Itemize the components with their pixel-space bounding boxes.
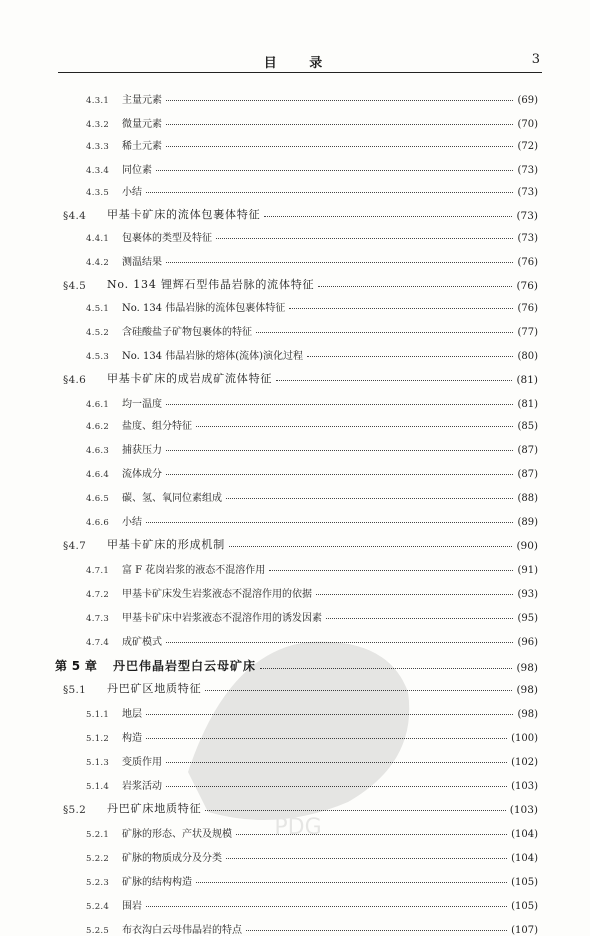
toc-title: 地层 [122, 709, 142, 720]
toc-title: 捕获压力 [122, 445, 162, 456]
toc-leader-dots [226, 498, 513, 499]
toc-leader-dots [246, 930, 507, 931]
toc-title: 布衣沟白云母伟晶岩的特点 [122, 925, 242, 936]
toc-entry[interactable] [86, 130, 538, 152]
toc-number: 5.1.4 [86, 782, 110, 792]
toc-number: 5.2.3 [86, 878, 110, 888]
toc-page: (81) [516, 374, 538, 386]
toc-entry[interactable] [86, 746, 538, 768]
toc-entry[interactable] [86, 722, 538, 744]
toc-entry[interactable] [86, 458, 538, 480]
toc-number: 4.7.4 [86, 638, 110, 648]
toc-leader-dots [156, 170, 513, 171]
toc-entry[interactable] [86, 246, 538, 268]
toc-number: 5.2.5 [86, 926, 110, 936]
toc-title: No. 134 伟晶岩脉的流体包裹体特征 [122, 303, 286, 314]
toc-entry[interactable] [86, 340, 538, 362]
toc-title: 矿脉的结构构造 [122, 877, 192, 888]
toc-entry[interactable] [86, 388, 538, 410]
toc-entry[interactable] [86, 602, 538, 624]
toc-number: 4.4.2 [86, 258, 110, 268]
toc-number: §4.6 [63, 374, 87, 386]
toc-number: 5.2.2 [86, 854, 110, 864]
toc-title: 丹巴矿区地质特征 [107, 682, 202, 695]
toc-page: (87) [517, 445, 538, 456]
toc-title: 甲基卡矿床的成岩成矿流体特征 [107, 372, 273, 385]
toc-number: 5.2.1 [86, 830, 110, 840]
toc-leader-dots [229, 546, 512, 547]
toc-section[interactable] [63, 674, 538, 696]
toc-section[interactable] [63, 270, 538, 292]
toc-leader-dots [166, 786, 507, 787]
toc-entry[interactable] [86, 482, 538, 504]
toc-page: (104) [511, 829, 538, 840]
toc-title: 矿脉的物质成分及分类 [122, 853, 222, 864]
toc-title: 甲基卡矿床的形成机制 [107, 538, 225, 551]
toc-leader-dots [146, 906, 507, 907]
toc-number: 5.1.2 [86, 734, 110, 744]
toc-page: (103) [509, 804, 538, 816]
toc-title: 围岩 [122, 901, 142, 912]
toc-leader-dots [166, 404, 513, 405]
toc-number: 4.6.4 [86, 470, 110, 480]
toc-leader-dots [166, 124, 513, 125]
toc-number: 4.3.4 [86, 166, 110, 176]
toc-page: (87) [517, 469, 538, 480]
toc-number: §4.7 [63, 540, 87, 552]
toc-page: (91) [517, 565, 538, 576]
toc-leader-dots [146, 192, 513, 193]
toc-leader-dots [316, 594, 513, 595]
toc-leader-dots [166, 146, 513, 147]
toc-page: (69) [517, 95, 538, 106]
toc-title: 丹巴伟晶岩型白云母矿床 [113, 659, 257, 673]
toc-entry[interactable] [86, 866, 538, 888]
toc-page: (73) [517, 165, 538, 176]
toc-leader-dots [205, 690, 512, 691]
toc-number: 4.5.3 [86, 352, 110, 362]
toc-page: (105) [511, 877, 538, 888]
toc-page: (93) [517, 589, 538, 600]
toc-leader-dots [264, 216, 512, 217]
toc-leader-dots [166, 262, 513, 263]
toc-leader-dots [326, 618, 513, 619]
toc-leader-dots [318, 286, 512, 287]
toc-page: (102) [511, 757, 538, 768]
toc-title: 包裹体的类型及特征 [122, 233, 212, 244]
toc-page: (105) [511, 901, 538, 912]
toc-page: (80) [517, 351, 538, 362]
toc-section[interactable] [63, 530, 538, 552]
toc-title: 同位素 [122, 165, 152, 176]
toc-title: 甲基卡矿床发生岩浆液态不混溶作用的依据 [122, 589, 312, 600]
toc-page: (90) [516, 540, 538, 552]
toc-entry[interactable] [86, 506, 538, 528]
toc-entry[interactable] [86, 770, 538, 792]
toc-leader-dots [256, 332, 513, 333]
toc-entry[interactable] [86, 626, 538, 648]
toc-title: 小结 [122, 187, 142, 198]
toc-leader-dots [166, 642, 513, 643]
toc-page: (70) [517, 119, 538, 130]
toc-chapter[interactable] [55, 652, 538, 674]
toc-number: 4.5.2 [86, 328, 110, 338]
toc-entry[interactable] [86, 554, 538, 576]
toc-entry[interactable] [86, 316, 538, 338]
toc-section[interactable] [63, 200, 538, 222]
toc-number: 4.7.2 [86, 590, 110, 600]
toc-page: (98) [516, 684, 538, 696]
toc-page: (89) [517, 517, 538, 528]
toc-entry[interactable] [86, 108, 538, 130]
toc-title: 矿脉的形态、产状及规模 [122, 829, 232, 840]
toc-number: §5.2 [63, 804, 87, 816]
toc-number: 4.6.2 [86, 422, 110, 432]
toc-page: (103) [511, 781, 538, 792]
toc-leader-dots [226, 858, 507, 859]
toc-leader-dots [260, 668, 512, 669]
toc-title: 均一温度 [122, 399, 162, 410]
page-number: 3 [531, 52, 540, 67]
toc-leader-dots [216, 238, 513, 239]
toc-leader-dots [146, 714, 513, 715]
toc-section[interactable] [63, 794, 538, 816]
toc-page: (98) [516, 662, 538, 674]
toc-entry[interactable] [86, 84, 538, 106]
toc-page: (76) [516, 280, 538, 292]
toc-entry[interactable] [86, 222, 538, 244]
toc-number: 第 5 章 [55, 659, 98, 673]
toc-entry[interactable] [86, 154, 538, 176]
toc-number: 4.6.6 [86, 518, 110, 528]
toc-page: (73) [517, 233, 538, 244]
toc-number: 4.6.3 [86, 446, 110, 456]
toc-page: (104) [511, 853, 538, 864]
toc-title: 岩浆活动 [122, 781, 162, 792]
toc-page: (88) [517, 493, 538, 504]
toc-leader-dots [166, 474, 513, 475]
toc-number: 4.3.3 [86, 142, 110, 152]
toc-number: 5.1.1 [86, 710, 110, 720]
toc-title: No. 134 伟晶岩脉的熔体(流体)演化过程 [122, 351, 304, 362]
toc-number: 5.2.4 [86, 902, 110, 912]
toc-entry[interactable] [86, 842, 538, 864]
toc-leader-dots [166, 762, 507, 763]
toc-entry[interactable] [86, 176, 538, 198]
toc-title: 盐度、组分特征 [122, 421, 192, 432]
toc-title: 碳、氢、氧同位素组成 [122, 493, 222, 504]
toc-page: (73) [516, 210, 538, 222]
toc-page: (95) [517, 613, 538, 624]
toc-entry[interactable] [86, 410, 538, 432]
toc-number: 4.7.1 [86, 566, 110, 576]
toc-leader-dots [205, 810, 505, 811]
toc-leader-dots [289, 308, 513, 309]
toc-page: (96) [517, 637, 538, 648]
toc-entry[interactable] [86, 914, 538, 936]
toc-leader-dots [307, 356, 513, 357]
toc-title: 甲基卡矿床的流体包裹体特征 [107, 208, 261, 221]
toc-title: 含硅酸盐子矿物包裹体的特征 [122, 327, 252, 338]
toc-entry[interactable] [86, 818, 538, 840]
toc-title: 小结 [122, 517, 142, 528]
toc-page: (100) [511, 733, 538, 744]
toc-number: 4.6.1 [86, 400, 110, 410]
toc-page: (72) [517, 141, 538, 152]
toc-leader-dots [166, 100, 513, 101]
toc-entry[interactable] [86, 292, 538, 314]
toc-page: (85) [517, 421, 538, 432]
toc-entry[interactable] [86, 578, 538, 600]
toc-number: 4.3.1 [86, 96, 110, 106]
toc-number: §5.1 [63, 684, 87, 696]
toc-page: (77) [517, 327, 538, 338]
toc-number: 5.1.3 [86, 758, 110, 768]
toc-section[interactable] [63, 364, 538, 386]
toc-entry[interactable] [86, 698, 538, 720]
watermark-text: PDG [274, 815, 322, 840]
toc-title: 流体成分 [122, 469, 162, 480]
toc-leader-dots [166, 450, 513, 451]
toc-number: 4.3.5 [86, 188, 110, 198]
toc-number: §4.4 [63, 210, 87, 222]
toc-page: (76) [517, 257, 538, 268]
toc-title: 富 F 花岗岩浆的液态不混溶作用 [122, 565, 266, 576]
toc-leader-dots [146, 738, 507, 739]
toc-leader-dots [196, 882, 507, 883]
toc-title: No. 134 锂辉石型伟晶岩脉的流体特征 [107, 278, 315, 291]
toc-title: 甲基卡矿床中岩浆液态不混溶作用的诱发因素 [122, 613, 322, 624]
toc-number: 4.5.1 [86, 304, 110, 314]
toc-title: 主量元素 [122, 95, 162, 106]
toc-leader-dots [276, 380, 512, 381]
header-rule [58, 72, 542, 73]
toc-leader-dots [196, 426, 513, 427]
toc-entry[interactable] [86, 434, 538, 456]
toc-number: 4.6.5 [86, 494, 110, 504]
toc-page: (107) [511, 925, 538, 936]
toc-number: 4.7.3 [86, 614, 110, 624]
toc-page: (76) [517, 303, 538, 314]
toc-entry[interactable] [86, 890, 538, 912]
toc-number: §4.5 [63, 280, 87, 292]
toc-number: 4.4.1 [86, 234, 110, 244]
toc-number: 4.3.2 [86, 120, 110, 130]
toc-leader-dots [236, 834, 507, 835]
toc-page: (73) [517, 187, 538, 198]
toc-title: 成矿模式 [122, 637, 162, 648]
toc-title: 构造 [122, 733, 142, 744]
toc-title: 微量元素 [122, 119, 162, 130]
page-header [60, 50, 540, 72]
toc-title: 稀土元素 [122, 141, 162, 152]
toc-title: 变质作用 [122, 757, 162, 768]
toc-leader-dots [269, 570, 513, 571]
page-title: 目 录 [263, 56, 337, 71]
toc-page: (81) [517, 399, 538, 410]
toc-leader-dots [146, 522, 513, 523]
toc-title: 丹巴矿床地质特征 [107, 802, 202, 815]
toc-title: 测温结果 [122, 257, 162, 268]
toc-page: (98) [517, 709, 538, 720]
